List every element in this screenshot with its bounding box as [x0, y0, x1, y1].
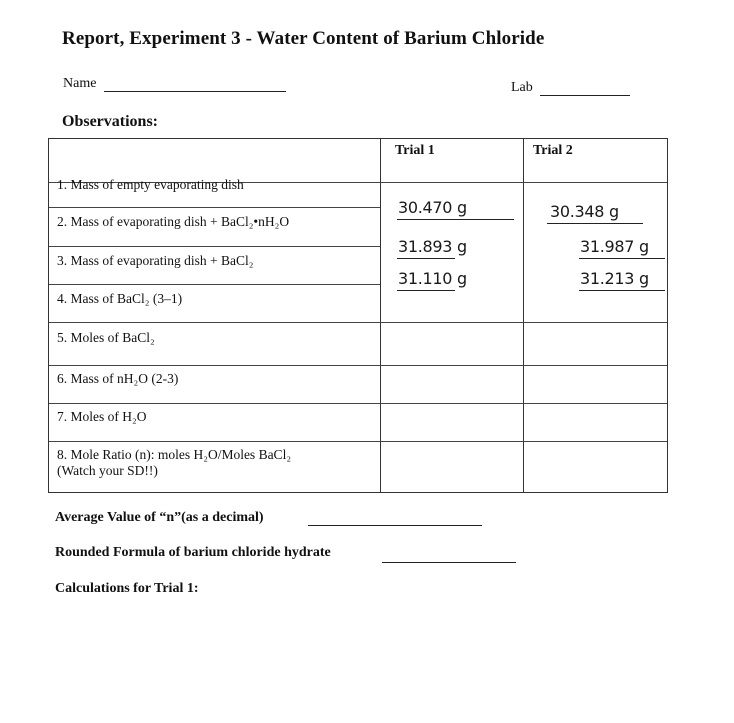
report-title: Report, Experiment 3 - Water Content of Barium Chloride — [62, 28, 545, 49]
row-divider — [49, 403, 667, 404]
table-row-label: 3. Mass of evaporating dish + BaCl₂ — [57, 253, 254, 268]
observations-heading: Observations: — [62, 113, 158, 130]
handwritten-value-trial2: 31.213 g — [580, 269, 649, 288]
column-header-trial1: Trial 1 — [395, 143, 435, 158]
table-row-label: 5. Moles of BaCl₂ — [57, 330, 155, 345]
row-divider — [49, 322, 667, 323]
handwriting-underline — [397, 258, 455, 259]
row-divider — [49, 207, 380, 208]
formula-label: Rounded Formula of barium chloride hydrate — [55, 545, 331, 560]
handwriting-underline — [397, 219, 514, 220]
table-row-label: 6. Mass of nH₂O (2-3) — [57, 371, 179, 386]
handwritten-value-trial1: 30.470 g — [398, 198, 467, 217]
row-divider — [49, 441, 667, 442]
column-divider — [523, 139, 524, 492]
table-row-label: 4. Mass of BaCl₂ (3–1) — [57, 291, 183, 306]
average-n-field-line[interactable] — [308, 525, 482, 526]
row-divider — [49, 246, 380, 247]
formula-field-line[interactable] — [382, 562, 516, 563]
observations-table — [48, 138, 668, 493]
handwriting-underline — [579, 258, 665, 259]
table-row-label: 2. Mass of evaporating dish + BaCl₂•nH₂O — [57, 214, 290, 229]
name-field-line[interactable] — [104, 91, 286, 92]
handwritten-value-trial1: 31.110 g — [398, 269, 467, 288]
calculations-label: Calculations for Trial 1: — [55, 581, 199, 596]
handwritten-value-trial2: 30.348 g — [550, 202, 619, 221]
column-divider — [380, 139, 381, 492]
column-header-trial2: Trial 2 — [533, 143, 573, 158]
lab-field-line[interactable] — [540, 95, 630, 96]
table-row-label: (Watch your SD!!) — [57, 463, 158, 478]
handwritten-value-trial2: 31.987 g — [580, 237, 649, 256]
handwriting-underline — [397, 290, 455, 291]
table-row-label: 8. Mole Ratio (n): moles H₂O/Moles BaCl₂ — [57, 447, 292, 462]
lab-label: Lab — [511, 80, 533, 95]
handwriting-underline — [547, 223, 643, 224]
average-n-label: Average Value of “n”(as a decimal) — [55, 510, 264, 525]
row-divider — [49, 365, 667, 366]
row-divider — [49, 284, 380, 285]
handwritten-value-trial1: 31.893 g — [398, 237, 467, 256]
handwriting-underline — [579, 290, 665, 291]
table-row-label: 7. Moles of H₂O — [57, 409, 147, 424]
name-label: Name — [63, 76, 97, 91]
table-row-label: 1. Mass of empty evaporating dish — [57, 177, 244, 192]
